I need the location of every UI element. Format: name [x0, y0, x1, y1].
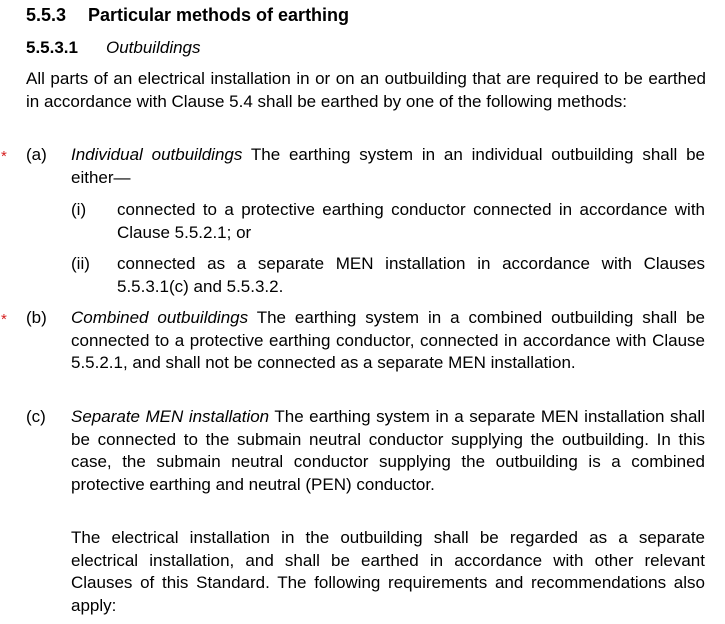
item-c-title: Separate MEN installation [71, 407, 270, 426]
item-a-marker: (a) [26, 145, 47, 164]
item-c-text: The earthing system in a separate MEN installation shall be connected to the submain neutral conductor supplying the outbuilding. In this case, the submain neutral conductor supplying the outbuilding is a combined protective earthing and neutral (PEN) conductor. [71, 407, 705, 494]
item-a-title: Individual outbuildings [71, 145, 243, 164]
subitem-i-text: connected to a protective earthing conductor connected in accordance with Clause 5.5.2.1; or [117, 200, 705, 242]
section-number: 5.5.3 [26, 5, 67, 25]
item-a-text: The earthing system in an individual outbuilding shall be either— [71, 145, 705, 187]
item-a-paragraph [71, 144, 705, 189]
item-c-continuation: The electrical installation in the outbuilding shall be regarded as a separate electrical installation, and shall be earthed in accordance with other relevant Clauses of this Standard. The following requirements and recommendations also apply: [71, 528, 705, 615]
item-c-paragraph [71, 406, 705, 496]
subsection-title: Outbuildings [106, 38, 201, 57]
item-b-paragraph [71, 307, 705, 375]
subsection-number: 5.5.3.1 [26, 38, 78, 57]
item-b-text: The earthing system in a combined outbuilding shall be connected to a protective earthing conductor, connected in accordance with Clause 5.5.2.1, and shall not be connected as a separate MEN installation. [71, 308, 705, 372]
intro-paragraph: All parts of an electrical installation in or on an outbuilding that are required to be earthed in accordance with Clause 5.4 shall be earthed by one of the following methods: [26, 69, 706, 111]
item-b-title: Combined outbuildings [71, 308, 249, 327]
subitem-ii-marker: (ii) [71, 254, 90, 273]
subsection-heading [26, 38, 201, 58]
section-title: Particular methods of earthing [88, 5, 350, 25]
amendment-star-b: * [1, 311, 7, 328]
item-b-marker: (b) [26, 308, 47, 327]
subitem-i-marker: (i) [71, 200, 87, 219]
subitem-ii-text: connected as a separate MEN installation in accordance with Clauses 5.5.3.1(c) and 5.5.3.2. [117, 254, 705, 296]
section-heading [26, 5, 349, 26]
item-c-marker: (c) [26, 407, 46, 426]
amendment-star-a: * [1, 148, 7, 165]
